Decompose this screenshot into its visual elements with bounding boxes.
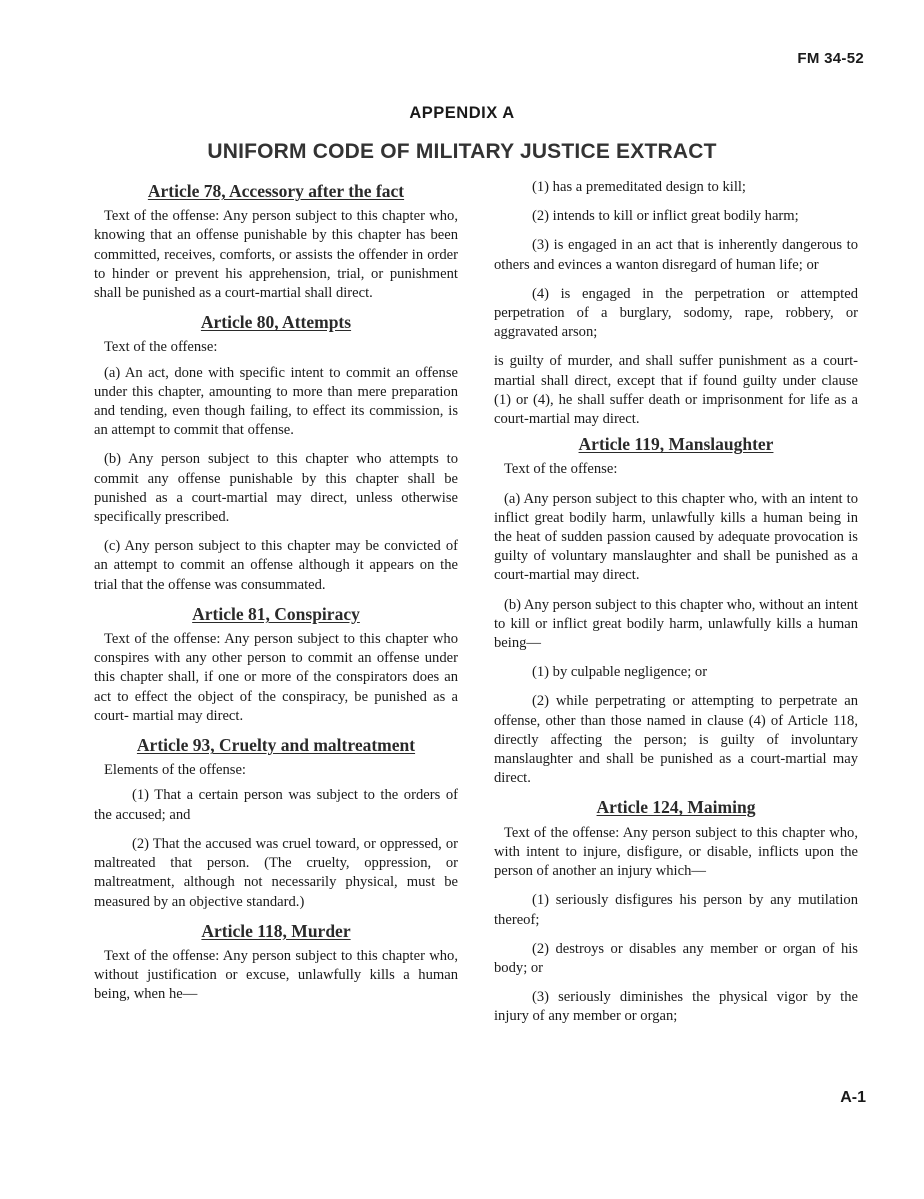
article-124-clause-2: (2) destroys or disables any member or organ of his body; or (494, 940, 858, 976)
article-119-clause-b2: (2) while perpetrating or attempting to perpetrate an offense, other than those named in clause (4) of Article 118, directly affecting the person; is guilty of involuntary manslaughter and shall be punished as a court-martial may direct. (494, 693, 858, 787)
article-124-clause-1: (1) seriously disfigures his person by any mutilation thereof; (494, 892, 858, 928)
left-column (94, 178, 458, 1015)
article-118-heading: Article 118, Murder (201, 920, 351, 941)
appendix-label: APPENDIX A (409, 104, 515, 122)
document-id: FM 34-52 (797, 50, 864, 67)
article-118-clause-2: (2) intends to kill or inflict great bodily harm; (532, 208, 799, 225)
article-80-clause-a: (a) An act, done with specific intent to commit an offense under this chapter, amounting to more than mere preparation and tending, even though failing, to effect its commission, is an attempt to commit that offense. (94, 364, 458, 439)
article-118-conclusion: is guilty of murder, and shall suffer punishment as a court-martial shall direct, except that if found guilty under clause (1) or (4), he shall suffer death or imprisonment for life as a court-martial may direct. (494, 353, 858, 428)
article-93-intro: Elements of the offense: (104, 762, 246, 779)
article-119-clause-b: (b) Any person subject to this chapter who, without an intent to kill or inflict great bodily harm, unlawfully kills a human being— (494, 596, 858, 652)
right-column (494, 178, 858, 1037)
article-124-heading: Article 124, Maiming (596, 797, 756, 818)
article-124-text: Text of the offense: Any person subject to this chapter who, with intent to injure, disfigure, or disable, inflicts upon the person of another an injury which— (494, 824, 858, 880)
article-124-clause-3: (3) seriously diminishes the physical vigor by the injury of any member or organ; (494, 989, 858, 1025)
article-118-text: Text of the offense: Any person subject to this chapter who, without justification or excuse, unlawfully kills a human being, when he— (94, 947, 458, 1003)
article-118-clause-3: (3) is engaged in an act that is inherently dangerous to others and evinces a wanton disregard of human life; or (494, 237, 858, 273)
article-119-heading: Article 119, Manslaughter (578, 434, 774, 455)
page-title: UNIFORM CODE OF MILITARY JUSTICE EXTRACT (207, 140, 717, 163)
article-119-clause-a: (a) Any person subject to this chapter who, with an intent to inflict great bodily harm, unlawfully kills a human being in the heat of sudden passion caused by adequate provocation is guilty of voluntary manslaughter and shall be punished as a court-martial may direct. (494, 490, 858, 584)
article-81-heading: Article 81, Conspiracy (192, 603, 360, 624)
article-93-element-1: (1) That a certain person was subject to the orders of the accused; and (94, 787, 458, 823)
article-78-heading: Article 78, Accessory after the fact (147, 181, 405, 201)
article-118-clause-1: (1) has a premeditated design to kill; (532, 179, 746, 195)
article-118-clause-4: (4) is engaged in the perpetration or attempted perpetration of a burglary, sodomy, rape, robbery, or aggravated arson; (494, 285, 858, 341)
article-80-clause-b: (b) Any person subject to this chapter who attempts to commit any offense punishable by this chapter shall be punished as a court-martial may direct, unless otherwise specifically prescribed. (94, 451, 458, 526)
article-80-heading: Article 80, Attempts (200, 312, 352, 333)
article-119-clause-b1: (1) by culpable negligence; or (532, 664, 708, 681)
article-80-intro: Text of the offense: (104, 339, 218, 356)
article-93-element-2: (2) That the accused was cruel toward, or oppressed, or maltreated that person. (The cruelty, oppression, or maltreatment, although not necessarily physical, must be measured by an objective standard.) (94, 835, 458, 910)
article-81-text: Text of the offense: Any person subject to this chapter who conspires with any other person to commit an offense under this chapter shall, if one or more of the conspirators does an act to effect the object of the conspiracy, be punished as a court- martial may direct. (94, 631, 458, 724)
article-93-heading: Article 93, Cruelty and maltreatment (136, 735, 416, 756)
page-number: A-1 (840, 1089, 866, 1106)
article-78-text: Text of the offense: Any person subject to this chapter who, knowing that an offense punishable by this chapter has been committed, receives, comforts, or assists the offender in order to hinder or prevent his apprehension, trial, or punishment shall be punished as a court-martial shall direct. (94, 208, 458, 302)
article-119-intro: Text of the offense: (504, 461, 618, 478)
article-80-clause-c: (c) Any person subject to this chapter may be convicted of an attempt to commit an offense although it appears on the trial that the offense was consummated. (94, 538, 458, 593)
